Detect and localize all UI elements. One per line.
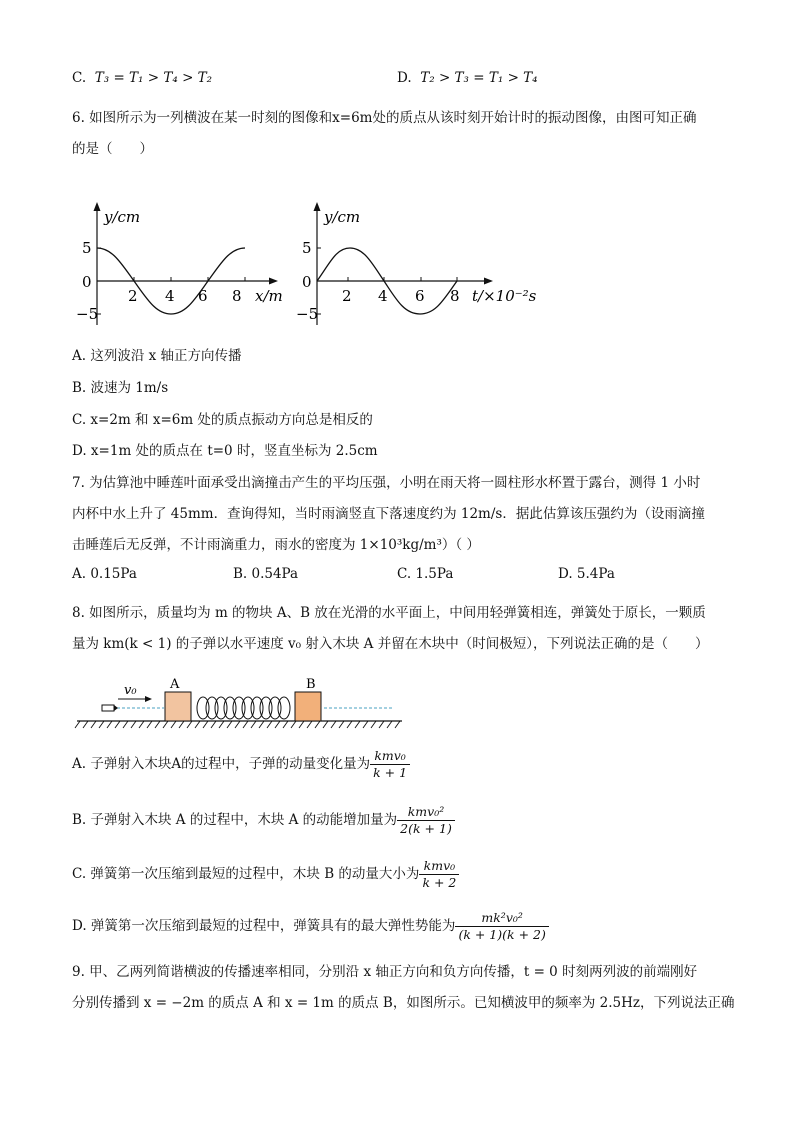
velocity-arrow-head [145, 696, 152, 702]
vibration-graph-ytick-0: 0 [302, 273, 312, 291]
vibration-graph-xtick-4: 4 [378, 287, 388, 305]
q6-stem-line2: 的是（ ） [72, 141, 153, 157]
vibration-graph-xtick-2: 2 [342, 287, 352, 305]
q8-option-b: B. 子弹射入木块 A 的过程中，木块 A 的动能增加量为 $\frac{\text{kmv₀²}}{2(k + 1)}$ [72, 804, 455, 837]
wave-graph-ylabel: y/cm [104, 208, 141, 226]
q7-option-b: B. 0.54Pa [233, 566, 299, 582]
block-b [295, 692, 321, 721]
wave-graph [72, 200, 292, 332]
wave-graph-ytick-neg5: −5 [76, 305, 99, 323]
vibration-graph-ytick-5: 5 [302, 239, 312, 257]
vibration-graph-xlabel: t/×10⁻²s [472, 287, 537, 305]
block-a [165, 692, 191, 721]
q5-option-d: D. T₂ > T₃ = T₁ > T₄ [397, 70, 538, 86]
bullet [102, 705, 114, 711]
wave-graph-ytick-0: 0 [82, 273, 92, 291]
q6-stem-line1: 6. 如图所示为一列横波在某一时刻的图像和x=6m处的质点从该时刻开始计时的振动图像，由图可知正确 [72, 110, 697, 126]
q9-stem-line2: 分别传播到 x = −2m 的质点 A 和 x = 1m 的质点 B，如图所示。已知横波甲的频率为 2.5Hz，下列说法正确 [72, 995, 735, 1011]
block-a-label: A [170, 677, 180, 692]
vibration-graph-ytick-neg5: −5 [296, 305, 319, 323]
wave-graph-xtick-4: 4 [165, 287, 175, 305]
bullet-tip [114, 705, 118, 711]
vibration-graph-x-arrow [484, 278, 493, 285]
vibration-graph-xtick-8: 8 [450, 287, 460, 305]
q8-option-a: A. 子弹射入木块A的过程中，子弹的动量变化量为 $\frac{\text{kmv₀}}{k + 1}$ [72, 748, 410, 781]
q7-stem-line3: 击睡莲后无反弹，不计雨滴重力，雨水的密度为 1×10³kg/m³）（ ） [72, 537, 480, 553]
q8-stem-line1: 8. 如图所示，质量均为 m 的物块 A、B 放在光滑的水平面上，中间用轻弹簧相连，弹簧处于原长，一颗质 [72, 605, 706, 621]
wave-graph-xtick-6: 6 [198, 287, 208, 305]
q8-option-c: C. 弹簧第一次压缩到最短的过程中，木块 B 的动量大小为 $\frac{\text{kmv₀}}{k + 2}$ [72, 858, 459, 891]
q7-stem-line2: 内杯中水上升了 45mm．查询得知，当时雨滴竖直下落速度约为 12m/s．据此估算该压强约为（设雨滴撞 [72, 506, 705, 522]
q7-option-a: A. 0.15Pa [72, 566, 137, 582]
q6-option-b: B. 波速为 1m/s [72, 380, 169, 396]
wave-graph-xlabel: x/m [255, 287, 283, 305]
wave-graph-ytick-5: 5 [82, 239, 92, 257]
q6-option-a: A. 这列波沿 x 轴正方向传播 [72, 348, 242, 364]
vibration-graph-y-arrow [314, 202, 321, 211]
q6-option-d: D. x=1m 处的质点在 t=0 时，竖直坐标为 2.5cm [72, 443, 378, 459]
velocity-label: v₀ [124, 683, 137, 698]
wave-graph-xtick-8: 8 [232, 287, 242, 305]
vibration-graph-xtick-6: 6 [415, 287, 425, 305]
vibration-graph-ylabel: y/cm [324, 208, 361, 226]
ground-hatching [75, 721, 400, 728]
q7-option-c: C. 1.5Pa [397, 566, 454, 582]
vibration-graph [292, 200, 542, 332]
q7-option-d: D. 5.4Pa [558, 566, 615, 582]
q8-stem-line2: 量为 km(k < 1) 的子弹以水平速度 v₀ 射入木块 A 并留在木块中（时间极短），下列说法正确的是（ ） [72, 636, 709, 652]
spring-block-figure [72, 672, 408, 732]
q9-stem-line1: 9. 甲、乙两列简谐横波的传播速率相同，分别沿 x 轴正方向和负方向传播，t = 0 时刻两列波的前端刚好 [72, 964, 698, 980]
q8-option-d: D. 弹簧第一次压缩到最短的过程中，弹簧具有的最大弹性势能为 $\frac{\text{mk²v₀²}}{(k + 1)(k + 2)}$ [72, 910, 549, 943]
wave-graph-xtick-2: 2 [128, 287, 138, 305]
q6-option-c: C. x=2m 和 x=6m 处的质点振动方向总是相反的 [72, 412, 373, 428]
q5-option-c: C. T₃ = T₁ > T₄ > T₂ [72, 70, 213, 86]
wave-graph-x-arrow [269, 278, 278, 285]
block-b-label: B [306, 677, 316, 692]
wave-graph-y-arrow [94, 202, 101, 211]
q7-stem-line1: 7. 为估算池中睡莲叶面承受出滴撞击产生的平均压强，小明在雨天将一圆柱形水杯置于露台，测得 1 小时 [72, 475, 701, 491]
spring [197, 697, 290, 719]
